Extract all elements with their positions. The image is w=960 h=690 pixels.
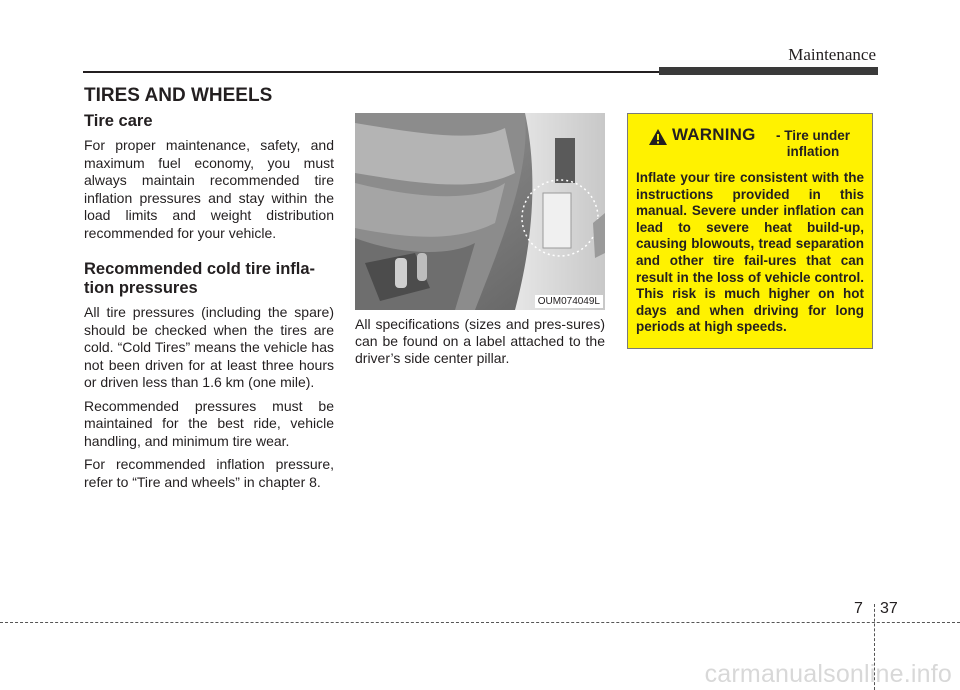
cold-pressure-para-2: Recommended pressures must be maintained for the best ride, vehicle handling, and minimum tire wear. [84, 397, 334, 449]
left-column [84, 110, 334, 491]
warning-subtitle: - Tire under inflation [775, 128, 850, 159]
door-pillar-illustration [355, 113, 605, 310]
warning-header [636, 122, 864, 162]
section-title: TIRES AND WHEELS [84, 85, 273, 106]
cold-pressure-heading-text: Recommended cold tire infla-tion pressures [84, 260, 316, 297]
warning-triangle-icon [648, 128, 668, 146]
warning-body: Inflate your tire consistent with the instructions provided in this manual. Severe under inflation can lead to severe heat build-up, causing blowouts, tread separation and other tire fail-ures that can result in the loss of vehicle control. This risk is much higher on hot days and when driving for long periods at high speeds. [636, 170, 864, 335]
figure-caption: All specifications (sizes and pres-sures) can be found on a label attached to the driver’s side center pillar. [355, 316, 605, 366]
header-rule [83, 71, 659, 73]
watermark: carmanualsonline.info [704, 660, 952, 688]
warning-box [627, 113, 873, 349]
header-bar [659, 67, 878, 75]
cold-pressure-para-3: For recommended inflation pressure, refer to “Tire and wheels” in chapter 8. [84, 456, 334, 490]
warning-label: WARNING [672, 125, 756, 144]
cold-pressure-heading [84, 260, 334, 298]
figure-code: OUM074049L [535, 295, 603, 308]
header-section-title: Maintenance [788, 45, 876, 64]
footer-rule [0, 622, 960, 623]
tire-care-heading: Tire care [84, 112, 153, 130]
cold-pressure-para-1: All tire pressures (including the spare) should be checked when the tires are cold. “Cold Tires” means the vehicle has not been driven for at least three hours or driven less than 1.6 km (one mile). [84, 304, 334, 390]
tire-care-body: For proper maintenance, safety, and maximum fuel economy, you must always maintain recommended tire inflation pressures and stay within the load limits and weight distribution recommended for your vehicle. [84, 137, 334, 241]
tire-label-photo [355, 113, 605, 310]
page-number: 37 [880, 600, 898, 617]
page-chapter: 7 [854, 600, 863, 617]
